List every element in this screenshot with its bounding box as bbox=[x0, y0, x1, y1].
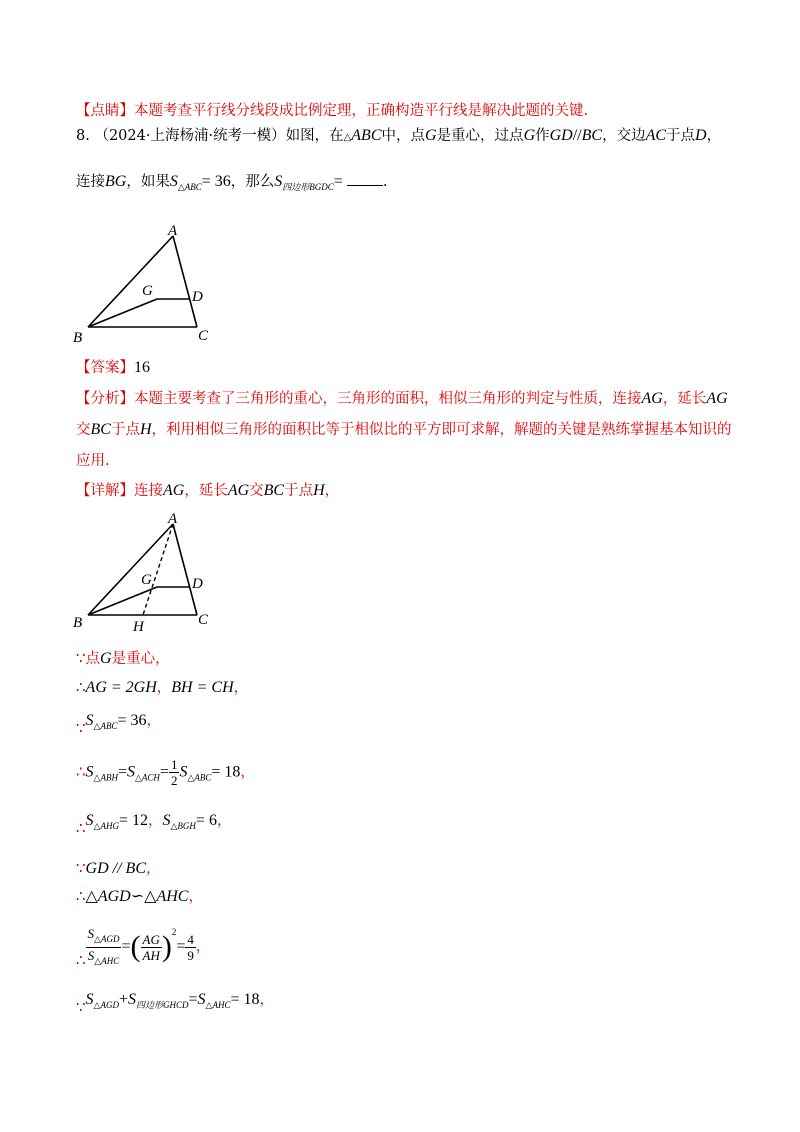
math-eq: = bbox=[117, 763, 127, 781]
label-d: D bbox=[192, 289, 203, 305]
math-bc: BC bbox=[581, 127, 603, 144]
label-b: B bbox=[73, 330, 83, 346]
question-number: 8. bbox=[76, 128, 90, 144]
math-sub: 四边形BGDC bbox=[282, 182, 334, 192]
dianjing-text: 本题考查平行线分线段成比例定理，正确构造平行线是解决此题的关键. bbox=[134, 103, 589, 119]
dianjing-tag: 【点睛】 bbox=[76, 103, 134, 119]
step-text: ， bbox=[146, 861, 161, 877]
question-text: 于点 bbox=[666, 128, 696, 144]
area-ratio-fraction: $\frac{S_{\triangle AGD}}{S_{\triangle AHC}}$ bbox=[87, 925, 120, 966]
detail-text: ， bbox=[324, 483, 340, 499]
math-sub: △AGD bbox=[94, 933, 120, 944]
fraction-denominator: AH bbox=[142, 947, 160, 963]
step-text: 点 bbox=[85, 651, 101, 667]
analysis-text: 交 bbox=[76, 422, 91, 438]
label-g: G bbox=[142, 283, 153, 299]
therefore-symbol: ∴ bbox=[76, 887, 86, 905]
label-g: G bbox=[141, 572, 152, 588]
question-text: 如图，在 bbox=[285, 128, 344, 144]
question-text: 连接 bbox=[76, 174, 105, 190]
math-expr: = 36 bbox=[117, 712, 147, 729]
fraction-numerator: AG bbox=[142, 931, 160, 947]
math-sub: △ABC bbox=[93, 721, 118, 731]
math-g: G bbox=[425, 127, 437, 144]
question-text: ， bbox=[706, 128, 722, 144]
math-gd: GD bbox=[549, 127, 573, 144]
math-expr: = 18 bbox=[230, 991, 260, 1008]
question-line-1: 8. （2024·上海杨浦·统考一模）如图，在△ABC中，点G是重心，过点G作GD//BC，交边AC于点D， bbox=[76, 127, 722, 144]
label-c: C bbox=[198, 612, 209, 628]
fraction-numerator: 4 bbox=[187, 931, 194, 947]
label-b: B bbox=[73, 615, 83, 631]
math-g: G bbox=[100, 650, 112, 667]
math-bg: BG bbox=[105, 173, 127, 190]
detail-text: 于点 bbox=[284, 483, 314, 499]
therefore-symbol: ∴ bbox=[76, 762, 86, 781]
math-sub: △AHC bbox=[205, 1000, 231, 1010]
step-7 bbox=[76, 886, 203, 907]
therefore-symbol: ∴ bbox=[76, 819, 86, 837]
segment-bg bbox=[88, 299, 157, 327]
math-expr: GD // BC bbox=[85, 860, 146, 877]
step-4: $\therefore S_{\triangle ABH}=S_{\triangle ACH}=$ $\frac{1}{2}$ $S_{\triangle ABC}= 18$， bbox=[76, 757, 255, 788]
therefore-symbol: ∴ bbox=[76, 678, 86, 696]
step-1 bbox=[76, 648, 170, 669]
dianjing-line bbox=[76, 101, 588, 121]
math-d: D bbox=[695, 127, 707, 144]
fraction-denominator: 9 bbox=[187, 947, 194, 963]
math-ag: AG bbox=[227, 482, 250, 499]
question-text: ，如果 bbox=[126, 174, 170, 190]
math-eq: = bbox=[159, 763, 169, 781]
detail-line bbox=[76, 481, 339, 501]
side-ac bbox=[173, 236, 197, 327]
step-text: ， bbox=[148, 813, 163, 829]
triangle-figure-1 bbox=[70, 222, 230, 350]
step-9: $\because S_{\triangle AGD}+S_{四边形GHCD}=S_{\triangle AHC}= 18$， bbox=[76, 991, 274, 1016]
step-text: ， bbox=[259, 992, 274, 1008]
segment-ah-dashed bbox=[143, 524, 173, 615]
side-ab bbox=[88, 236, 173, 327]
question-line-2: 连接BG，如果$S_{\triangle ABC}= 36$，那么$S_{四边形BGDC}=$ . bbox=[76, 173, 388, 192]
step-text: ， bbox=[240, 764, 255, 781]
math-bc: BC bbox=[263, 482, 285, 499]
step-3: $\because S_{\triangle ABC}= 36$， bbox=[76, 712, 161, 737]
math-expr: = 12 bbox=[118, 812, 148, 829]
fraction-half bbox=[169, 757, 180, 788]
step-5: $\therefore S_{\triangle AHG}= 12$，$S_{\triangle BGH}= 6$， bbox=[76, 812, 232, 837]
fraction-numerator: 1 bbox=[170, 757, 178, 772]
because-symbol: ∵ bbox=[76, 719, 86, 737]
math-ag: AG bbox=[706, 390, 728, 407]
detail-text: ，延长 bbox=[184, 483, 228, 499]
math-h: H bbox=[313, 482, 325, 499]
question-text: 作 bbox=[535, 128, 550, 144]
triangle-figure-2 bbox=[70, 510, 230, 638]
question-text: 是重心，过点 bbox=[436, 128, 524, 144]
math-sub: △ACH bbox=[135, 772, 160, 783]
result-fraction bbox=[185, 932, 196, 963]
math-expr: = 6 bbox=[195, 812, 217, 829]
detail-text: 交 bbox=[249, 483, 264, 499]
analysis-text: ，延长 bbox=[662, 391, 707, 407]
ratio-fraction bbox=[141, 932, 162, 963]
math-ag: AG bbox=[641, 390, 663, 407]
label-a: A bbox=[168, 511, 178, 527]
step-text: ， bbox=[188, 889, 203, 905]
label-c: C bbox=[198, 328, 209, 344]
step-text: 是重心， bbox=[111, 651, 170, 667]
math-abc: ABC bbox=[351, 127, 382, 144]
question-source: （2024·上海杨浦·统考一模） bbox=[94, 128, 286, 144]
label-d: D bbox=[192, 576, 203, 592]
math-sub: △AHC bbox=[94, 955, 120, 966]
analysis-tag: 【分析】 bbox=[76, 391, 134, 407]
math-h: H bbox=[139, 421, 152, 438]
label-a: A bbox=[168, 223, 178, 239]
fraction-denominator: 2 bbox=[170, 773, 178, 788]
answer-tag: 【答案】 bbox=[76, 360, 134, 376]
math-expr: △AGD∽△AHC bbox=[85, 888, 189, 905]
answer-blank bbox=[347, 173, 383, 186]
exponent: 2 bbox=[171, 927, 177, 937]
because-symbol: ∵ bbox=[76, 859, 86, 877]
math-sub: △AHG bbox=[93, 821, 119, 831]
analysis-text: ，利用相似三角形的面积比等于相似比的平方即可求解，解题的关键是熟练掌握基本知识的 bbox=[151, 422, 732, 438]
because-symbol: ∵ bbox=[76, 998, 86, 1016]
label-h: H bbox=[133, 619, 144, 635]
step-text: ， bbox=[146, 713, 161, 729]
math-ac: AC bbox=[645, 127, 667, 144]
step-text: ， bbox=[195, 939, 211, 955]
answer-line bbox=[76, 358, 150, 378]
math-expr: AG = 2GH bbox=[85, 679, 157, 696]
therefore-symbol: ∴ bbox=[76, 951, 86, 969]
detail-tag: 【详解】 bbox=[76, 483, 134, 499]
math-sub: △ABC bbox=[187, 772, 212, 783]
side-ab bbox=[88, 524, 173, 615]
question-text: ，交边 bbox=[602, 128, 646, 144]
because-symbol: ∵ bbox=[76, 649, 86, 667]
math-expr: = 18 bbox=[211, 763, 241, 781]
math-g: G bbox=[523, 127, 536, 144]
question-text: . bbox=[382, 174, 388, 190]
side-ac bbox=[173, 524, 197, 615]
analysis-text: 于点 bbox=[110, 422, 140, 438]
step-text: ， bbox=[216, 813, 232, 829]
step-6 bbox=[76, 858, 161, 879]
step-text: ， bbox=[233, 680, 249, 696]
math-sub: △ABC bbox=[177, 182, 202, 192]
answer-value: 16 bbox=[134, 359, 150, 376]
math-sub: △BGH bbox=[170, 821, 196, 831]
math-expr: BH = CH bbox=[171, 679, 234, 696]
math-area: = 36 bbox=[201, 173, 231, 190]
step-8: ∴ $\frac{S_{\triangle AGD}}{S_{\triangle AHC}}$ =( $\frac{AG}{AH}$ )$^2$= $\frac{4}{9}$ ， bbox=[76, 925, 211, 969]
analysis-line-1 bbox=[76, 389, 728, 409]
question-text: ，那么 bbox=[230, 174, 275, 190]
math-sub: △AGD bbox=[93, 1000, 119, 1010]
math-ag: AG bbox=[163, 482, 185, 499]
math-sub: 四边形GHCD bbox=[136, 1000, 189, 1010]
analysis-line-3 bbox=[76, 451, 110, 471]
question-text: 中，点 bbox=[381, 128, 425, 144]
math-parallel: // bbox=[572, 127, 582, 144]
detail-text: 连接 bbox=[134, 483, 163, 499]
math-eq: = bbox=[333, 173, 343, 190]
analysis-text: 应用. bbox=[76, 453, 110, 469]
analysis-text: 本题主要考查了三角形的重心，三角形的面积，相似三角形的判定与性质，连接 bbox=[134, 391, 642, 407]
step-2 bbox=[76, 677, 248, 698]
segment-bg bbox=[88, 587, 157, 615]
analysis-line-2 bbox=[76, 420, 732, 440]
step-text: ， bbox=[156, 680, 172, 696]
math-bc: BC bbox=[90, 421, 111, 438]
math-sub: △ABH bbox=[93, 772, 118, 783]
